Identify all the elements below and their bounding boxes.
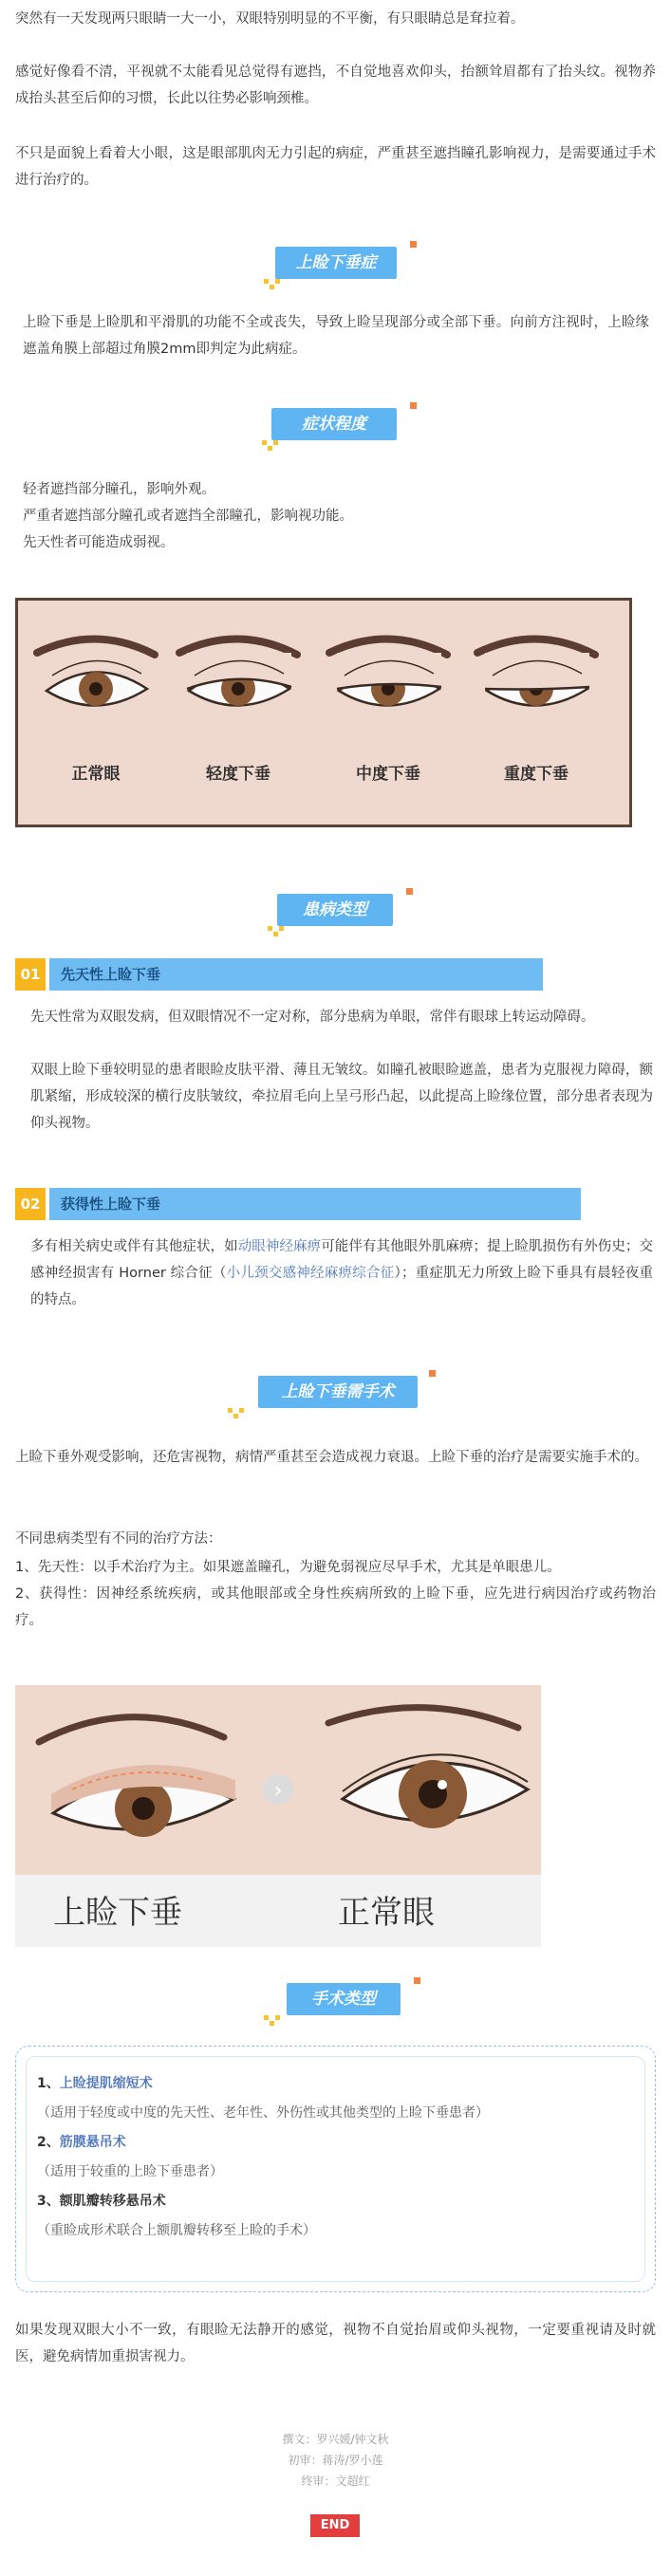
decor-dots: [262, 440, 283, 452]
surgery-types-box: [15, 2046, 656, 2292]
severity-eye-icon: [477, 639, 595, 706]
credit-final-review: 终审：文超红: [301, 2474, 370, 2488]
severity-label: 轻度下垂: [206, 765, 270, 784]
severity-eye-icon: [179, 639, 297, 706]
type-heading-acquired: [15, 1188, 585, 1220]
severity-eye-icon: [37, 639, 155, 706]
section-title-label: 症状程度: [271, 408, 397, 440]
intro-paragraph-2: 感觉好像看不清，平视就不太能看见总觉得有遮挡，不自觉地喜欢仰头，抬额耸眉都有了抬头纹。视物养成抬头甚至后仰的习惯，长此以往势必影响颈椎。: [15, 65, 656, 106]
severity-label: 重度下垂: [504, 765, 568, 784]
compare-arrow-icon: ›: [273, 1779, 283, 1803]
acquired-text-c: ）；重症肌无力所致上睑下垂具有晨轻夜重的特点。: [30, 1266, 654, 1307]
credits: [0, 2429, 671, 2492]
section-title-surgery-needed: [0, 1370, 671, 1427]
severity-list: [23, 476, 649, 556]
section-title-label: 上睑下垂需手术: [258, 1376, 418, 1408]
surgery-type-item: [37, 2187, 635, 2216]
severity-figure: [15, 598, 632, 827]
credit-writer: 撰文：罗兴媛/钟文秋: [282, 2433, 389, 2446]
closing-paragraph: 如果发现双眼大小不一致，有眼睑无法静开的感觉，视物不自觉抬眉或仰头视物，一定要重视请及时就医，避免病情加重损害视力。: [15, 2323, 656, 2364]
congenital-paragraph-1: 先天性常为双眼发病，但双眼情况不一定对称，部分患病为单眼，常伴有眼球上转运动障碍。: [30, 1010, 595, 1025]
decor-dots: [228, 1408, 249, 1419]
acquired-text-a: 多有相关病史或伴有其他症状，如: [30, 1239, 238, 1254]
section-title-severity: [0, 402, 671, 459]
surgery-type-desc: （适用于轻度或中度的先天性、老年性、外伤性或其他类型的上睑下垂患者）: [37, 2105, 489, 2121]
section-title-label: 上睑下垂症: [275, 247, 397, 279]
decor-orange-square: [429, 1370, 436, 1377]
surgery-paragraph-1: 上睑下垂外观受影响，还危害视物，病情严重甚至会造成视力衰退。上睑下垂的治疗是需要实施手术的。: [15, 1450, 648, 1465]
type-title: 先天性上睑下垂: [49, 958, 543, 991]
surgery-type-name[interactable]: 上睑提肌缩短术: [59, 2076, 153, 2091]
type-heading-congenital: [15, 958, 547, 991]
congenital-paragraph-2: 双眼上睑下垂较明显的患者眼睑皮肤平滑、薄且无皱纹。如瞳孔被眼睑遮盖，患者为克服视力障碍，额肌紧缩，形成较深的横行皮肤皱纹，牵拉眉毛向上呈弓形凸起，以此提高上睑缘位置，部分患者表现为仰头视物。: [30, 1063, 653, 1131]
link-oculomotor-palsy[interactable]: 动眼神经麻痹: [237, 1239, 322, 1254]
type-number: 02: [15, 1188, 46, 1220]
link-horner-syndrome[interactable]: 小儿颈交感神经麻痹综合征: [226, 1266, 395, 1281]
section-title-types: [0, 888, 671, 945]
section-title-surgery-types: [0, 1977, 671, 2034]
decor-dots: [268, 926, 289, 937]
section-title-label: 手术类型: [287, 1983, 401, 2015]
surgery-types-list: [37, 2069, 635, 2246]
credit-first-review: 初审：蒋涛/罗小莲: [288, 2454, 383, 2467]
type-title: 获得性上睑下垂: [49, 1188, 581, 1220]
decor-orange-square: [410, 241, 417, 248]
compare-figure: [15, 1685, 541, 1947]
surgery-paragraph-2: 不同患病类型有不同的治疗方法：: [15, 1531, 222, 1547]
surgery-type-desc: （适用于较重的上睑下垂患者）: [37, 2164, 223, 2179]
severity-item: 轻者遮挡部分瞳孔，影响外观。: [23, 482, 215, 497]
surgery-type-name[interactable]: 筋膜悬吊术: [59, 2135, 126, 2150]
decor-dots: [264, 2015, 285, 2027]
surgery-paragraph-3: 1、先天性：以手术治疗为主。如果遮盖瞳孔，为避免弱视应尽早手术，尤其是单眼患儿。: [15, 1560, 561, 1575]
severity-eyes-illustration: [18, 601, 629, 825]
surgery-type-num: 3、: [37, 2194, 60, 2209]
severity-item: 严重者遮挡部分瞳孔或者遮挡全部瞳孔，影响视功能。: [23, 509, 353, 524]
surgery-type-item: [37, 2069, 635, 2099]
compare-label-right: 正常眼: [338, 1894, 435, 1932]
type-number: 01: [15, 958, 46, 991]
intro-paragraph-3: 不只是面貌上看着大小眼，这是眼部肌肉无力引起的病症，严重甚至遮挡瞳孔影响视力，是需要通过手术进行治疗的。: [15, 146, 656, 188]
acquired-text-b: 可能伴有其他眼外肌麻痹；提上睑肌损伤有外伤史；交感神经损害有 Horner 综合征（: [30, 1239, 654, 1281]
acquired-paragraph: [30, 1233, 653, 1313]
surgery-paragraph-4: 2、获得性：因神经系统疾病，或其他眼部或全身性疾病所致的上睑下垂，应先进行病因治疗或药物治疗。: [15, 1586, 656, 1628]
decor-dots: [264, 279, 285, 290]
severity-label: 中度下垂: [356, 765, 420, 784]
end-badge: END: [310, 2514, 360, 2537]
surgery-type-desc: （重睑成形术联合上额肌瓣转移至上睑的手术）: [37, 2223, 316, 2238]
section1-text: 上睑下垂是上睑肌和平滑肌的功能不全或丧失，导致上睑呈现部分或全部下垂。向前方注视时，上睑缘遮盖角膜上部超过角膜2mm即判定为此病症。: [23, 315, 649, 357]
compare-label-left: 上睑下垂: [53, 1894, 182, 1932]
surgery-type-item: [37, 2128, 635, 2158]
decor-orange-square: [414, 1977, 420, 1984]
decor-orange-square: [410, 402, 417, 409]
severity-eye-icon: [329, 639, 447, 706]
surgery-type-num: 1、: [37, 2076, 60, 2091]
surgery-type-num: 2、: [37, 2135, 60, 2150]
decor-orange-square: [406, 888, 413, 895]
severity-label: 正常眼: [71, 765, 121, 784]
section-title-label: 患病类型: [277, 894, 393, 926]
intro-paragraph-1: 突然有一天发现两只眼睛一大一小，双眼特别明显的不平衡，有只眼睛总是耷拉着。: [15, 11, 525, 27]
section-title-ptosis: [0, 241, 671, 298]
surgery-type-name: 额肌瓣转移悬吊术: [59, 2194, 166, 2209]
severity-item: 先天性者可能造成弱视。: [23, 535, 175, 550]
